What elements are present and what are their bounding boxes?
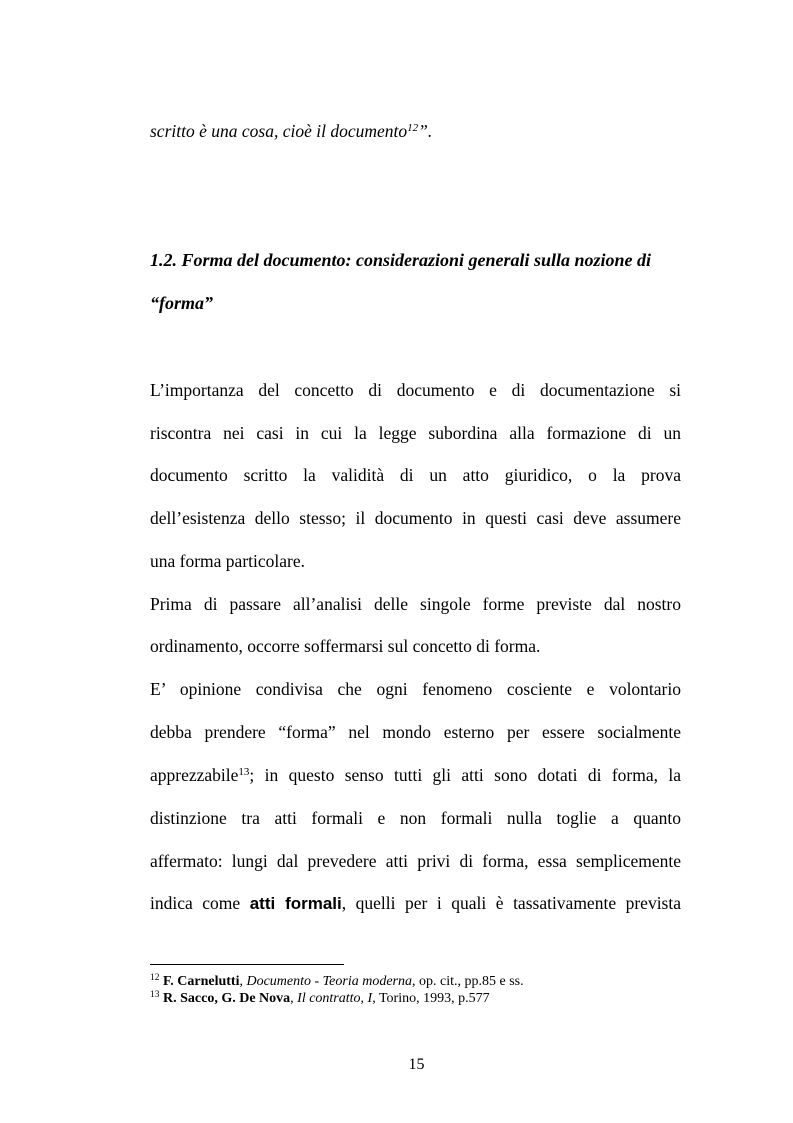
- footnote-sep: ,: [290, 991, 298, 1006]
- body-text: apprezzabile: [150, 765, 239, 785]
- body-line: affermato: lungi dal prevedere atti privi di forma, essa semplicemente: [150, 851, 681, 871]
- footnote-title: Documento - Teoria moderna: [246, 974, 413, 989]
- body-line: dell’esistenza dello stesso; il documento in questi casi deve assumere: [150, 508, 681, 528]
- footnote-author: R. Sacco, G. De Nova: [163, 991, 291, 1006]
- bold-term: atti formali: [249, 894, 342, 913]
- body-text: ; in questo senso tutti gli atti sono dotati di forma, la: [249, 765, 681, 785]
- body-line: [150, 892, 681, 915]
- footnote-12: [150, 973, 524, 991]
- carryover-closing: ”.: [418, 121, 433, 141]
- body-line: distinzione tra atti formali e non formali nulla toglie a quanto: [150, 808, 681, 828]
- body-line: documento scritto la validità di un atto giuridico, o la prova: [150, 465, 681, 485]
- footnote-number: 13: [150, 989, 160, 1000]
- footnote-rest: , op. cit., pp.85 e ss.: [412, 974, 524, 989]
- body-line: Prima di passare all’analisi delle singole forme previste dal nostro: [150, 594, 681, 614]
- body-text: , quelli per i quali è tassativamente prevista: [341, 893, 682, 913]
- body-line: [150, 764, 681, 786]
- section-heading-cont: “forma”: [150, 293, 213, 313]
- body-line: riscontra nei casi in cui la legge subordina alla formazione di un: [150, 423, 681, 443]
- carryover-text: scritto è una cosa, cioè il documento: [150, 121, 408, 141]
- body-text: indica come: [150, 893, 250, 913]
- footnote-sep: ,: [239, 974, 247, 989]
- page-number: 15: [408, 1056, 425, 1073]
- footnote-volume: I: [367, 991, 373, 1006]
- body-line: L’importanza del concetto di documento e di documentazione si: [150, 380, 681, 400]
- footnote-author: F. Carnelutti: [163, 974, 240, 989]
- footnote-rest: , Torino, 1993, p.577: [372, 991, 490, 1006]
- footnote-sep: ,: [360, 991, 368, 1006]
- body-line: una forma particolare.: [150, 551, 305, 571]
- footnote-divider: [150, 964, 344, 965]
- carryover-line: [150, 120, 681, 142]
- footnote-ref-12[interactable]: 12: [407, 121, 419, 134]
- body-line: ordinamento, occorre soffermarsi sul concetto di forma.: [150, 636, 541, 656]
- body-line: debba prendere “forma” nel mondo esterno per essere socialmente: [150, 722, 681, 742]
- footnote-ref-13[interactable]: 13: [238, 765, 250, 778]
- footnote-13: [150, 990, 490, 1008]
- body-line: E’ opinione condivisa che ogni fenomeno cosciente e volontario: [150, 679, 681, 699]
- section-heading: 1.2. Forma del documento: considerazioni generali sulla nozione di: [150, 250, 652, 270]
- footnote-title: Il contratto: [297, 991, 361, 1006]
- footnote-number: 12: [150, 972, 160, 983]
